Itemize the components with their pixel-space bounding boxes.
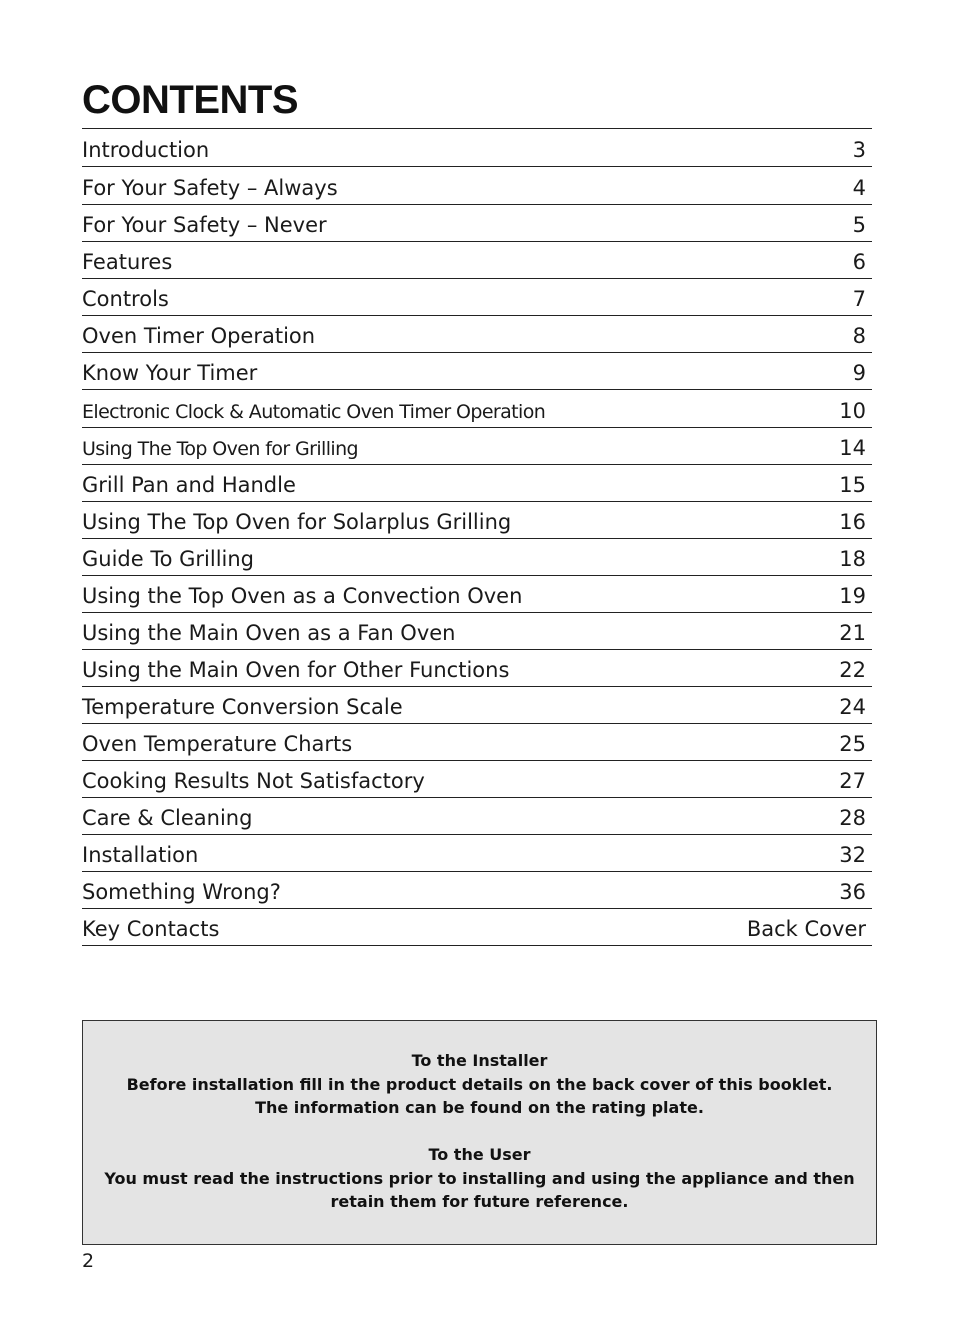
toc-entry-page: 27 [839, 769, 866, 793]
toc-entry-title: Introduction [82, 138, 210, 162]
toc-entry-title: Installation [82, 843, 199, 867]
page-number: 2 [82, 1250, 95, 1272]
toc-entry[interactable] [82, 798, 872, 835]
toc-entry[interactable] [82, 167, 872, 205]
toc-entry[interactable] [82, 205, 872, 242]
toc-entry[interactable] [82, 724, 872, 761]
toc-entry-page: 14 [839, 436, 866, 460]
toc-entry[interactable] [82, 428, 872, 465]
toc-entry-page: 22 [839, 658, 866, 682]
toc-entry-title: Key Contacts [82, 917, 220, 941]
installer-heading: To the Installer [411, 1051, 548, 1070]
toc-entry[interactable] [82, 613, 872, 650]
toc-entry-page: 19 [839, 584, 866, 608]
toc-entry[interactable] [82, 835, 872, 872]
toc-entry-page: Back Cover [746, 917, 866, 941]
toc-entry-title: Temperature Conversion Scale [82, 695, 403, 719]
toc-entry[interactable] [82, 353, 872, 390]
toc-entry[interactable] [82, 465, 872, 502]
toc-entry-page: 21 [839, 621, 866, 645]
toc-entry[interactable] [82, 650, 872, 687]
installer-instruction-line: Before installation fill in the product details on the back cover of this booklet. [126, 1074, 833, 1094]
toc-entry-title: Controls [82, 287, 169, 311]
toc-entry-title: Oven Timer Operation [82, 324, 316, 348]
toc-entry-page: 3 [852, 138, 866, 162]
toc-entry-title: Using the Main Oven as a Fan Oven [82, 621, 456, 645]
toc-entry[interactable] [82, 316, 872, 353]
toc-entry-page: 32 [839, 843, 866, 867]
toc-entry-page: 4 [852, 176, 866, 200]
toc-entry-page: 28 [839, 806, 866, 830]
toc-entry-page: 6 [852, 250, 866, 274]
toc-entry-title: Know Your Timer [82, 361, 258, 385]
toc-entry[interactable] [82, 390, 872, 428]
toc-entry[interactable] [82, 576, 872, 613]
toc-entry[interactable] [82, 761, 872, 798]
toc-entry[interactable] [82, 909, 872, 946]
toc-entry-page: 10 [839, 399, 866, 423]
toc-entry-title: Oven Temperature Charts [82, 732, 353, 756]
toc-entry-title: Using The Top Oven for Grilling [82, 438, 358, 460]
toc-entry-title: Electronic Clock & Automatic Oven Timer Operation [82, 401, 546, 423]
toc-entry[interactable] [82, 242, 872, 279]
toc-entry[interactable] [82, 129, 872, 167]
toc-entry-title: Care & Cleaning [82, 806, 253, 830]
toc-entry-page: 9 [852, 361, 866, 385]
toc-entry-title: Grill Pan and Handle [82, 473, 296, 497]
installer-user-notice-box [82, 1020, 877, 1245]
installer-instruction-line: The information can be found on the rating plate. [255, 1098, 704, 1117]
spacer [83, 1120, 876, 1144]
toc-entry-title: For Your Safety – Never [82, 213, 327, 237]
toc-entry-page: 36 [839, 880, 866, 904]
toc-entry-page: 8 [852, 324, 866, 348]
toc-entry-page: 25 [839, 732, 866, 756]
toc-entry-title: Using The Top Oven for Solarplus Grilling [82, 510, 512, 534]
toc-entry-title: Using the Top Oven as a Convection Oven [82, 584, 523, 608]
toc-entry-title: Guide To Grilling [82, 547, 255, 571]
toc-entry-page: 5 [852, 213, 866, 237]
toc-entry-page: 7 [852, 287, 866, 311]
toc-entry[interactable] [82, 872, 872, 909]
page-title: CONTENTS [82, 78, 298, 122]
user-instruction-line: You must read the instructions prior to installing and using the appliance and then [104, 1168, 855, 1188]
toc-entry-title: Something Wrong? [82, 880, 281, 904]
toc-entry-page: 18 [839, 547, 866, 571]
toc-entry[interactable] [82, 687, 872, 724]
user-heading: To the User [428, 1145, 531, 1164]
toc-entry[interactable] [82, 539, 872, 576]
toc-entry-page: 15 [839, 473, 866, 497]
toc-entry-page: 24 [839, 695, 866, 719]
table-of-contents [82, 128, 872, 946]
toc-entry-page: 16 [839, 510, 866, 534]
user-instruction-line: retain them for future reference. [330, 1192, 629, 1211]
toc-entry-title: Cooking Results Not Satisfactory [82, 769, 425, 793]
toc-entry-title: Using the Main Oven for Other Functions [82, 658, 510, 682]
toc-entry-title: Features [82, 250, 173, 274]
toc-entry-title: For Your Safety – Always [82, 176, 338, 200]
toc-entry[interactable] [82, 502, 872, 539]
toc-entry[interactable] [82, 279, 872, 316]
